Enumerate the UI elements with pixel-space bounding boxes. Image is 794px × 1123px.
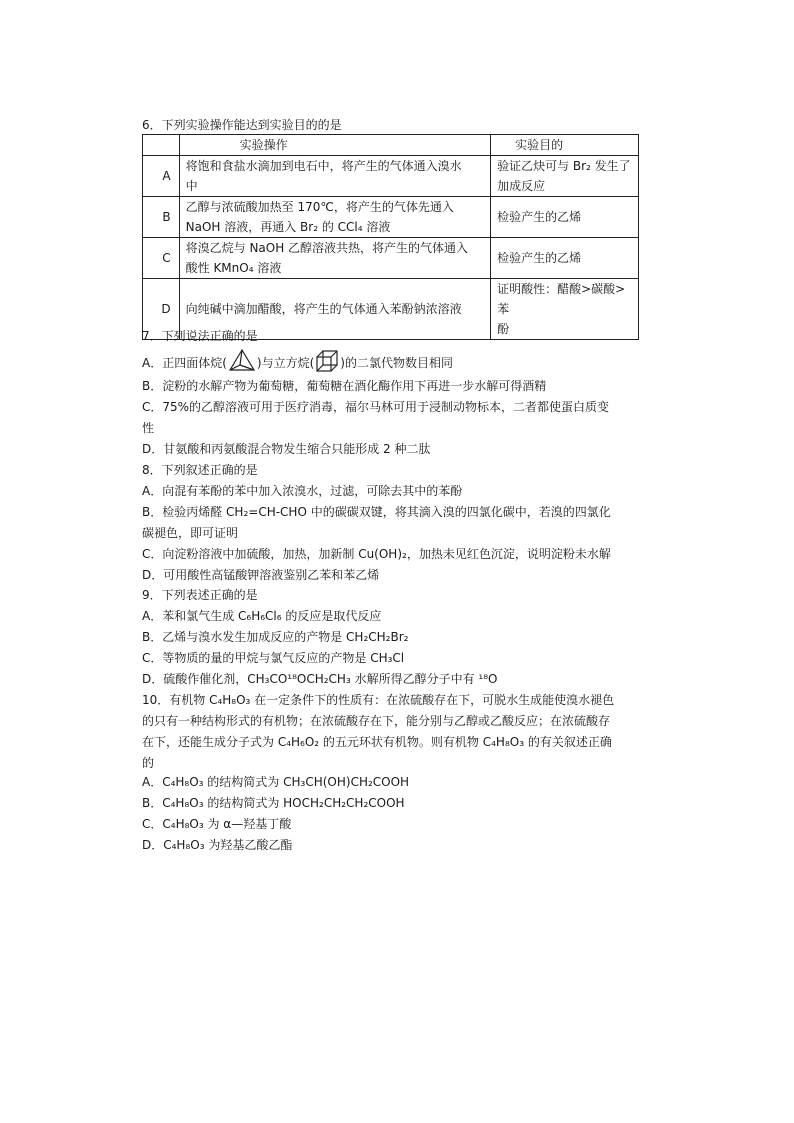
table-header-row — [143, 135, 639, 156]
row-goal: 验证乙炔可与 Br₂ 发生了 加成反应 — [491, 156, 639, 197]
experiment-table — [142, 134, 639, 340]
q10-option-b: B．C₄H₈O₃ 的结构简式为 HOCH₂CH₂CH₂COOH — [142, 796, 405, 810]
row-label: C — [143, 238, 180, 279]
q10-stem-line3: 在下，还能生成分子式为 C₄H₆O₂ 的五元环状有机物。则有机物 C₄H₈O₃ 的有关叙述正确 — [142, 735, 612, 749]
q8-option-b-cont: 碳褪色，即可证明 — [142, 526, 239, 540]
q10-option-d: D．C₄H₈O₃ 为羟基乙酸乙酯 — [142, 838, 293, 852]
row-op: 将溴乙烷与 NaOH 乙醇溶液共热，将产生的气体通入 酸性 KMnO₄ 溶液 — [179, 238, 490, 279]
cubane-icon — [314, 348, 340, 379]
table-row — [143, 156, 639, 197]
row-op: 将饱和食盐水滴加到电石中，将产生的气体通入溴水 中 — [179, 156, 490, 197]
q7-title: 7．下列说法正确的是 — [142, 329, 258, 343]
q10-stem-line2: 的只有一种结构形式的有机物；在浓硫酸存在下，能分别与乙醇或乙酸反应；在浓硫酸存 — [142, 714, 611, 728]
row-goal: 检验产生的乙烯 — [491, 238, 639, 279]
q7-option-c: C．75%的乙醇溶液可用于医疗消毒，福尔马林可用于浸制动物标本，二者都使蛋白质变 — [142, 400, 610, 414]
q9-option-b: B．乙烯与溴水发生加成反应的产物是 CH₂CH₂Br₂ — [142, 630, 409, 644]
table-row — [143, 238, 639, 279]
q7-option-b: B．淀粉的水解产物为葡萄糖，葡萄糖在酒化酶作用下再进一步水解可得酒精 — [142, 379, 547, 393]
q7-option-d: D．甘氨酸和丙氨酸混合物发生缩合只能形成 2 种二肽 — [142, 442, 431, 456]
q9-option-d: D．硫酸作催化剂，CH₃CO¹⁸OCH₂CH₃ 水解所得乙醇分子中有 ¹⁸O — [142, 672, 498, 686]
q6-title: 6．下列实验操作能达到实验目的的是 — [142, 118, 342, 132]
row-goal: 证明酸性：醋酸>碳酸>苯 酚 — [491, 279, 639, 340]
row-goal: 检验产生的乙烯 — [491, 197, 639, 238]
row-label: B — [143, 197, 180, 238]
q10-option-c: C．C₄H₈O₃ 为 α—羟基丁酸 — [142, 817, 292, 831]
header-goal: 实验目的 — [491, 135, 639, 156]
q10-option-a: A．C₄H₈O₃ 的结构简式为 CH₃CH(OH)CH₂COOH — [142, 775, 410, 789]
row-label: D — [143, 279, 180, 340]
q10-stem-line1: 10．有机物 C₄H₈O₃ 在一定条件下的性质有：在浓硫酸存在下，可脱水生成能使溴水褪色 — [142, 693, 615, 707]
table-row — [143, 197, 639, 238]
q8-option-c: C．向淀粉溶液中加硫酸，加热，加新制 Cu(OH)₂，加热未见红色沉淀，说明淀粉未水解 — [142, 547, 611, 561]
row-label: A — [143, 156, 180, 197]
q9-title: 9．下列表述正确的是 — [142, 588, 258, 602]
q8-title: 8．下列叙述正确的是 — [142, 463, 258, 477]
q8-option-a: A．向混有苯酚的苯中加入浓溴水，过滤，可除去其中的苯酚 — [142, 484, 463, 498]
q9-option-c: C．等物质的量的甲烷与氯气反应的产物是 CH₃Cl — [142, 651, 405, 665]
header-op: 实验操作 — [179, 135, 490, 156]
q7-option-a: A．正四面体烷( )与立方烷( )的二氯代物数目相同 — [142, 348, 453, 379]
q8-option-b: B．检验丙烯醛 CH₂=CH-CHO 中的碳碳双键，将其滴入溴的四氯化碳中，若溴的四氯化 — [142, 505, 611, 519]
q7-option-c-cont: 性 — [142, 421, 155, 435]
q10-stem-line4: 的 — [142, 756, 155, 770]
tetrahedrane-icon — [227, 348, 257, 379]
row-op: 乙醇与浓硫酸加热至 170℃，将产生的气体先通入 NaOH 溶液，再通入 Br₂ 的 CCl₄ 溶液 — [179, 197, 490, 238]
row-op: 向纯碱中滴加醋酸，将产生的气体通入苯酚钠浓溶液 — [179, 279, 490, 340]
q9-option-a: A．苯和氯气生成 C₆H₆Cl₆ 的反应是取代反应 — [142, 609, 382, 623]
q8-option-d: D．可用酸性高锰酸钾溶液鉴别乙苯和苯乙烯 — [142, 568, 380, 582]
